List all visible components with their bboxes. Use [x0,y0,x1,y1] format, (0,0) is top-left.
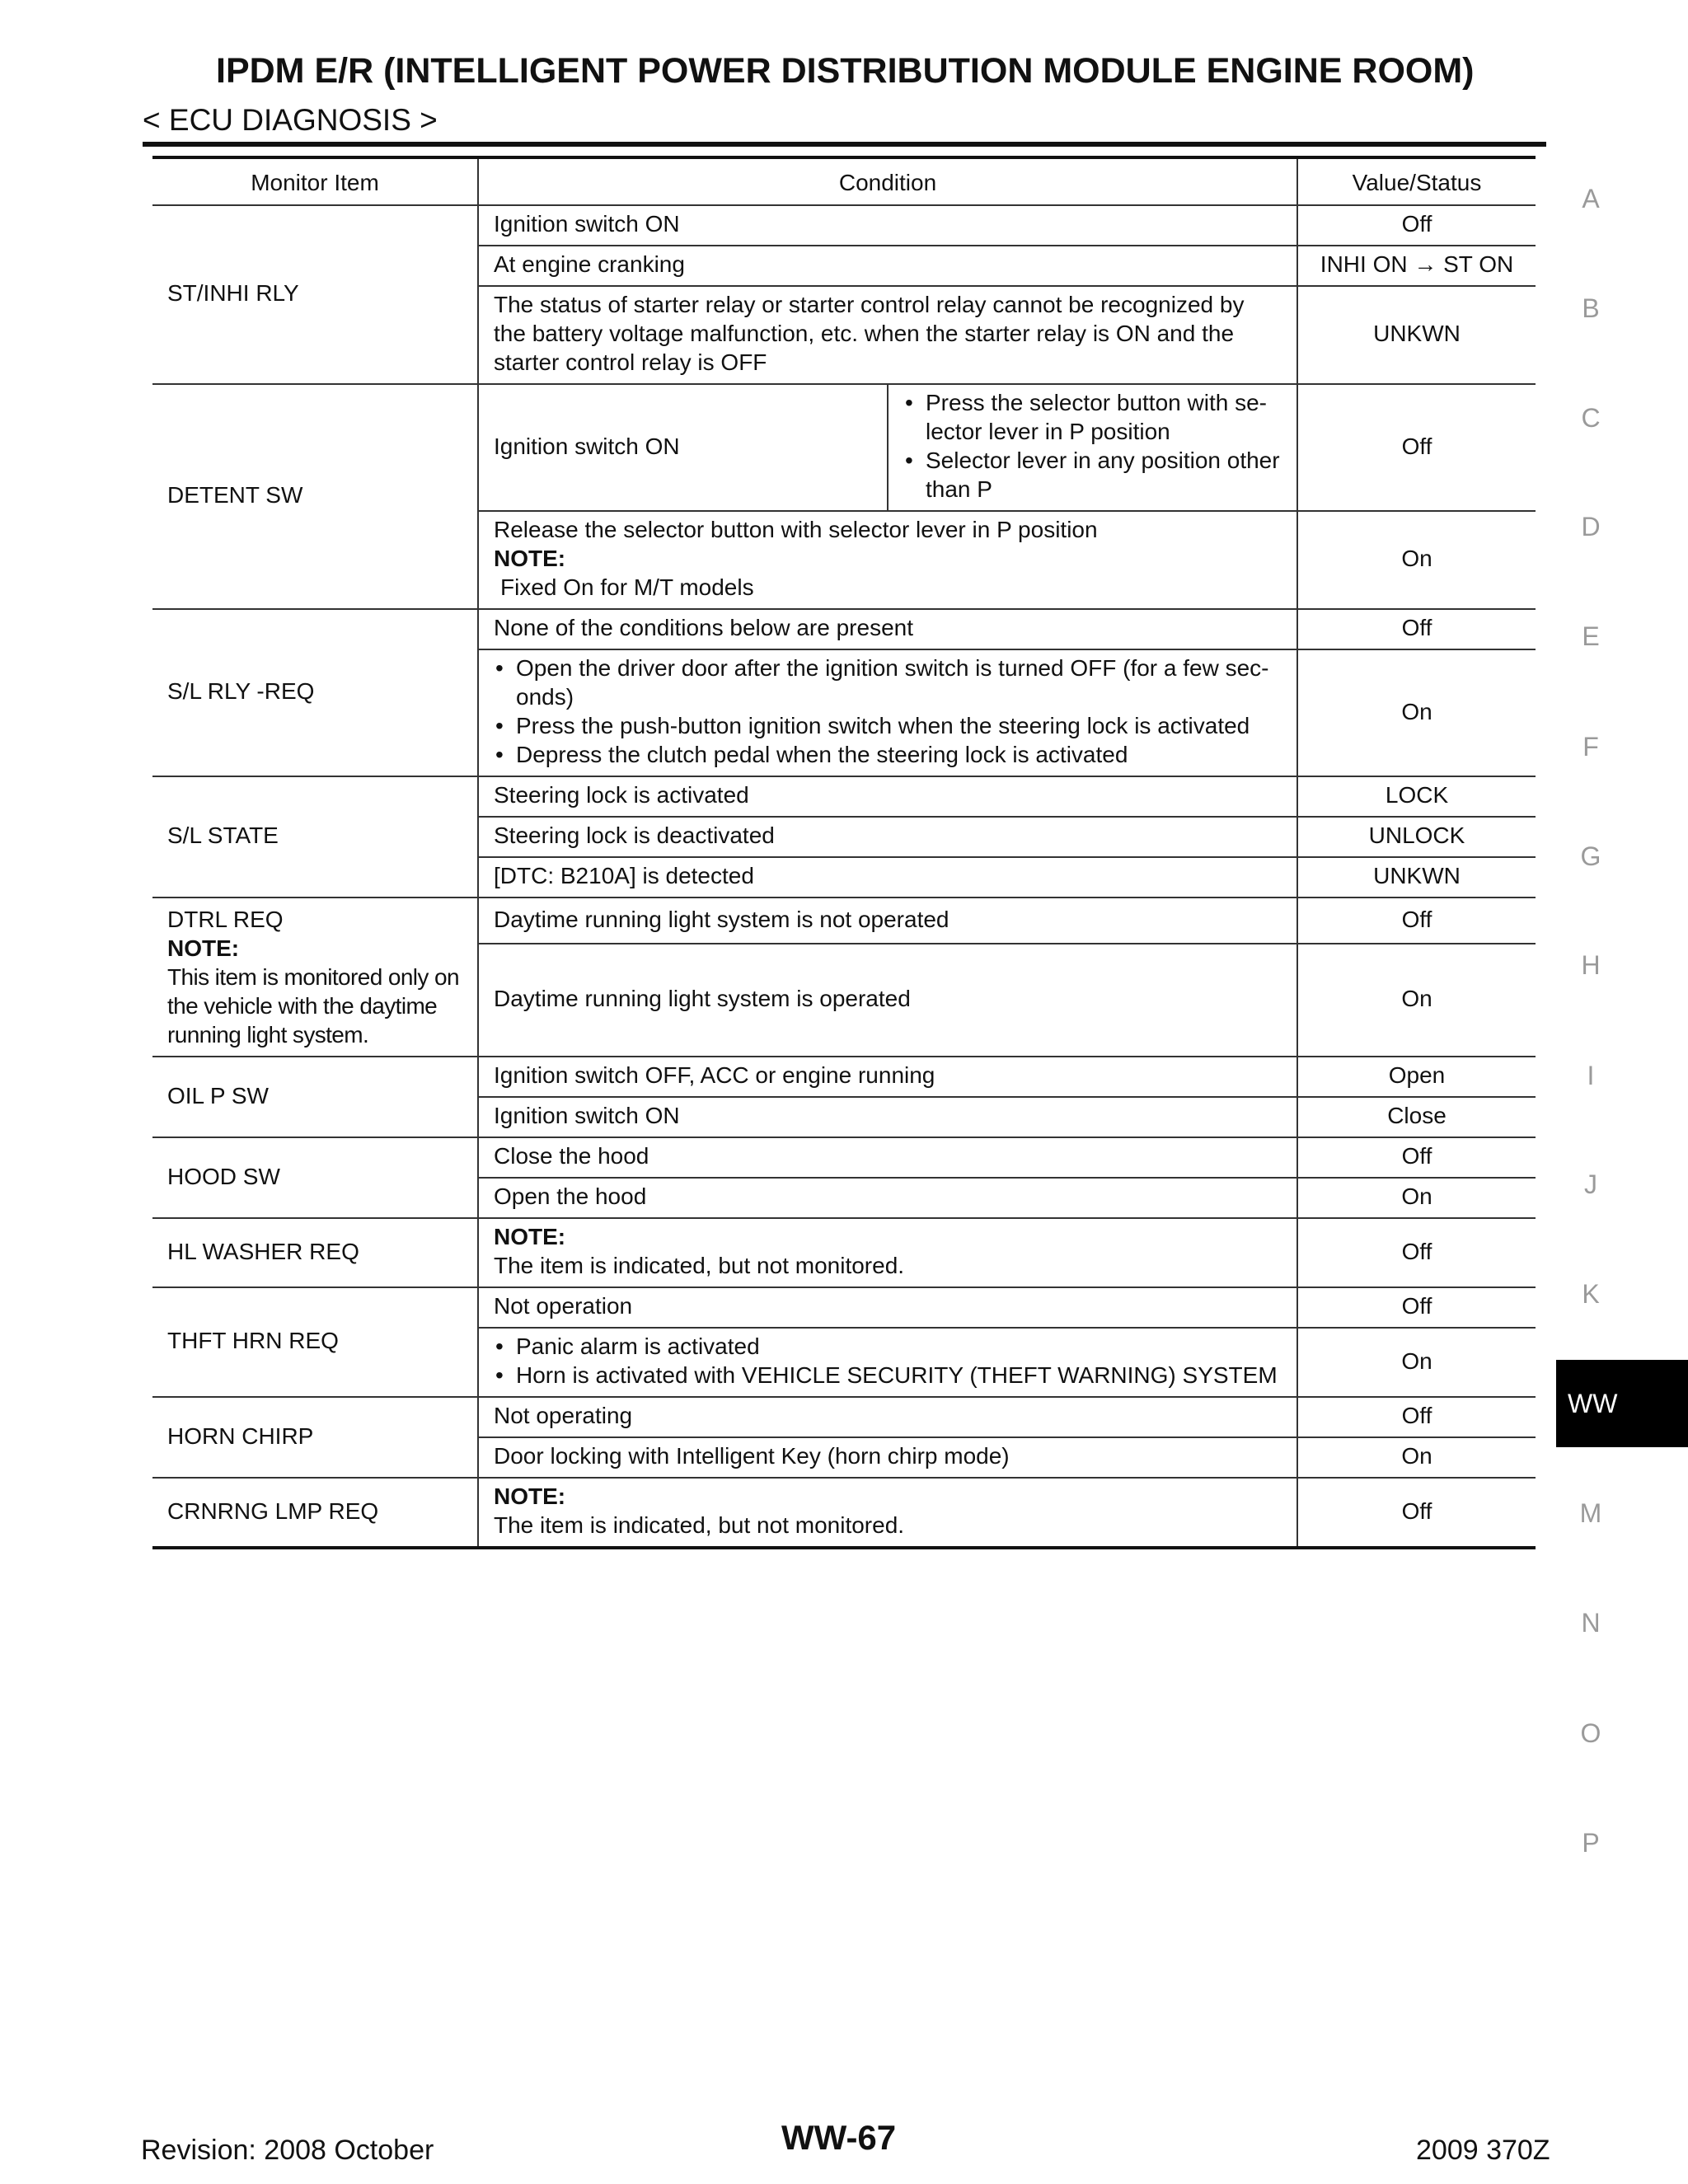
condition-cell: Door locking with Intelligent Key (horn chirp mode) [478,1437,1297,1478]
value-cell: On [1297,649,1536,776]
condition-cell: Ignition switch ON [478,384,888,511]
value-cell: INHI ON → ST ON [1297,246,1536,286]
header-rule [143,142,1546,147]
note-text: This item is monitored only on the vehicle with the daytime running light system. [167,964,459,1047]
note-label: NOTE: [494,1483,566,1509]
value-cell: LOCK [1297,776,1536,817]
condition-cell: Open the hood [478,1178,1297,1218]
note-text: Fixed On for M/T models [500,574,754,600]
list-item: • Depress the clutch pedal when the steering lock is activated [494,740,1282,769]
value-cell: On [1297,944,1536,1057]
monitor-table [152,156,1536,1549]
column-header-value-status: Value/Status [1297,157,1536,205]
monitor-item-crnrng-lmp-req: CRNRNG LMP REQ [152,1478,478,1548]
page-title: IPDM E/R (INTELLIGENT POWER DISTRIBUTION MODULE ENGINE ROOM) [216,51,1475,91]
table-row [152,1218,1536,1287]
index-tab-d[interactable]: D [1581,512,1601,541]
monitor-item-detent-sw: DETENT SW [152,384,478,609]
table-row [152,1287,1536,1328]
value-cell: On [1297,1437,1536,1478]
monitor-item-sl-state: S/L STATE [152,776,478,898]
monitor-item-horn-chirp: HORN CHIRP [152,1397,478,1478]
table-header-row [152,157,1536,205]
column-header-condition: Condition [478,157,1297,205]
monitor-item-label: DTRL REQ [167,907,284,932]
index-tab-f[interactable]: F [1582,732,1599,762]
condition-cell [478,1478,1297,1548]
index-tab-o[interactable]: O [1580,1718,1601,1748]
index-tab-a[interactable]: A [1582,184,1600,213]
condition-text: Release the selector button with selector lever in P position [494,517,1098,542]
condition-cell: Ignition switch OFF, ACC or engine running [478,1057,1297,1097]
monitor-item-thft-hrn-req: THFT HRN REQ [152,1287,478,1397]
condition-cell: Daytime running light system is not operated [478,898,1297,944]
table-row [152,1057,1536,1097]
value-cell: Off [1297,1397,1536,1437]
table-row [152,1137,1536,1178]
table-row [152,776,1536,817]
table-row [152,609,1536,649]
condition-cell: Not operating [478,1397,1297,1437]
value-cell: On [1297,1328,1536,1397]
table-row [152,205,1536,246]
index-tab-k[interactable]: K [1582,1279,1600,1309]
condition-cell [478,511,1297,609]
value-cell: UNKWN [1297,857,1536,898]
monitor-item-hl-washer-req: HL WASHER REQ [152,1218,478,1287]
condition-cell: Daytime running light system is operated [478,944,1297,1057]
footer-page-number: WW-67 [781,2118,897,2157]
value-cell: Off [1297,609,1536,649]
list-item: • Open the driver door after the ignition switch is turned OFF (for a few sec-onds) [494,654,1282,711]
index-tab-n[interactable]: N [1581,1608,1601,1638]
value-cell: UNKWN [1297,286,1536,384]
condition-cell: Ignition switch ON [478,1097,1297,1137]
section-subtitle: < ECU DIAGNOSIS > [143,103,438,137]
table-row [152,1397,1536,1437]
index-tab-e[interactable]: E [1582,621,1600,651]
column-header-monitor-item: Monitor Item [152,157,478,205]
index-tab-g[interactable]: G [1580,841,1601,871]
list-item: • Selector lever in any position other than P [903,446,1282,504]
index-tab-i[interactable]: I [1587,1061,1595,1090]
index-tab-b[interactable]: B [1582,293,1600,323]
condition-bullet-list [494,1332,1290,1390]
value-cell: Off [1297,205,1536,246]
table-row [152,384,1536,511]
index-tab-p[interactable]: P [1582,1828,1600,1858]
value-cell: Off [1297,1478,1536,1548]
condition-cell: The status of starter relay or starter control relay cannot be recognized by the battery voltage malfunction, etc. when the starter relay is ON and the starter control relay is OFF [478,286,1297,384]
index-tab-ww-active[interactable]: WW [1556,1360,1688,1447]
note-label: NOTE: [494,1224,566,1249]
table-row [152,1478,1536,1548]
index-tab-c[interactable]: C [1581,403,1601,433]
condition-bullet-list [494,654,1282,769]
value-cell: Off [1297,1218,1536,1287]
list-item: • Press the push-button ignition switch when the steering lock is activated [494,711,1282,740]
value-cell: Off [1297,1287,1536,1328]
condition-bullet-list [903,388,1282,504]
list-item: • Press the selector button with se-lector lever in P position [903,388,1282,446]
monitor-item-st-inhi-rly: ST/INHI RLY [152,205,478,384]
condition-cell: At engine cranking [478,246,1297,286]
condition-cell [478,1328,1297,1397]
value-cell: UNLOCK [1297,817,1536,857]
value-cell: Close [1297,1097,1536,1137]
note-label: NOTE: [494,546,566,571]
note-text: The item is indicated, but not monitored. [494,1253,905,1278]
condition-cell: Ignition switch ON [478,205,1297,246]
condition-cell [478,1218,1297,1287]
condition-cell: Steering lock is activated [478,776,1297,817]
monitor-item-hood-sw: HOOD SW [152,1137,478,1218]
index-tab-m[interactable]: M [1579,1498,1602,1528]
condition-cell: Not operation [478,1287,1297,1328]
list-item: • Horn is activated with VEHICLE SECURITY (THEFT WARNING) SYSTEM [494,1361,1290,1390]
condition-cell: None of the conditions below are present [478,609,1297,649]
index-tab-j[interactable]: J [1584,1169,1597,1199]
value-cell: Off [1297,1137,1536,1178]
value-cell: Off [1297,898,1536,944]
monitor-item-dtrl-req [152,898,478,1057]
value-cell: On [1297,1178,1536,1218]
condition-cell: [DTC: B210A] is detected [478,857,1297,898]
condition-cell [478,649,1297,776]
value-cell: Open [1297,1057,1536,1097]
condition-cell: Steering lock is deactivated [478,817,1297,857]
footer-revision: Revision: 2008 October [141,2135,434,2166]
value-cell: Off [1297,384,1536,511]
condition-cell: Close the hood [478,1137,1297,1178]
note-label: NOTE: [167,935,240,961]
index-tab-h[interactable]: H [1581,950,1601,980]
monitor-item-sl-rly-req: S/L RLY -REQ [152,609,478,776]
table-row [152,898,1536,944]
note-text: The item is indicated, but not monitored. [494,1512,905,1538]
list-item: • Panic alarm is activated [494,1332,1290,1361]
value-cell: On [1297,511,1536,609]
footer-model: 2009 370Z [1416,2135,1550,2166]
condition-subcell [888,384,1297,511]
monitor-item-oil-p-sw: OIL P SW [152,1057,478,1137]
